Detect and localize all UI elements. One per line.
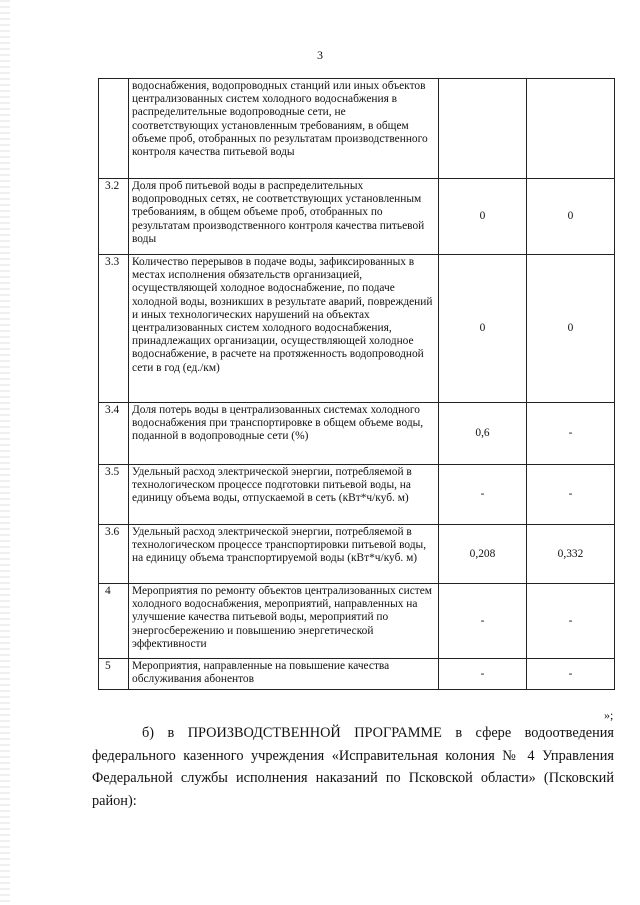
value-col-2: 0 [527, 179, 615, 255]
page-number: 3 [317, 48, 323, 62]
value-col-1 [439, 79, 527, 179]
row-number: 3.4 [99, 403, 129, 465]
value-col-2: - [527, 465, 615, 525]
table-row [99, 179, 615, 255]
table-row [99, 525, 615, 584]
value-col-1: 0,6 [439, 403, 527, 465]
value-col-1: - [439, 465, 527, 525]
scan-edge-artifact [0, 0, 10, 905]
row-number: 3.3 [99, 255, 129, 403]
value-col-1: 0,208 [439, 525, 527, 584]
indicator-text: водоснабжения, водопроводных станций или иных объектов централизованных систем холодного водоснабжения в распределительные водопроводные сети, не соответствующих установленным требованиям, в общем объеме проб, отобранных по результатам производственного контроля качества питьевой воды [129, 79, 439, 179]
value-col-1: - [439, 584, 527, 659]
value-col-2 [527, 79, 615, 179]
value-col-1: 0 [439, 179, 527, 255]
table-row [99, 79, 615, 179]
table-row [99, 255, 615, 403]
table-row [99, 403, 615, 465]
value-col-1: - [439, 659, 527, 690]
row-number: 4 [99, 584, 129, 659]
indicator-text: Доля потерь воды в централизованных системах холодного водоснабжения при транспортировке в общем объеме воды, поданной в водопроводные сети (%) [129, 403, 439, 465]
value-col-2: - [527, 584, 615, 659]
row-number: 5 [99, 659, 129, 690]
row-number [99, 79, 129, 179]
value-col-2: 0 [527, 255, 615, 403]
row-number: 3.5 [99, 465, 129, 525]
row-number: 3.6 [99, 525, 129, 584]
indicator-text: Удельный расход электрической энергии, потребляемой в технологическом процессе подготовки питьевой воды, на единицу объема воды, отпускаемой в сеть (кВт*ч/куб. м) [129, 465, 439, 525]
table-row [99, 584, 615, 659]
table-row [99, 465, 615, 525]
indicator-text: Доля проб питьевой воды в распределительных водопроводных сетях, не соответствующих установленным требованиям, в общем объеме проб, отобранных по результатам производственного контроля качества питьевой воды [129, 179, 439, 255]
table-row [99, 659, 615, 690]
value-col-1: 0 [439, 255, 527, 403]
indicator-text: Мероприятия, направленные на повышение качества обслуживания абонентов [129, 659, 439, 690]
value-col-2: 0,332 [527, 525, 615, 584]
indicator-text: Мероприятия по ремонту объектов централизованных систем холодного водоснабжения, мероприятий, направленных на улучшение качества питьевой воды, мероприятий по энергосбережению и повышению энергетической эффективности [129, 584, 439, 659]
closing-quote-mark: »; [604, 708, 614, 722]
indicator-text: Количество перерывов в подаче воды, зафиксированных в местах исполнения обязательств организацией, осуществляющей холодное водоснабжение, по подаче холодной воды, возникших в результате аварий, повреждений и иных технологических нарушений на объектах централизованных систем холодного водоснабжения, принадлежащих организации, осуществляющей холодное водоснабжение, в расчете на протяженность водопроводной сети в год (ед./км) [129, 255, 439, 403]
row-number: 3.2 [99, 179, 129, 255]
body-paragraph: б) в ПРОИЗВОДСТВЕННОЙ ПРОГРАММЕ в сфере водоотведения федерального казенного учреждения «Исправительная колония № 4 Управления Федеральной службы исполнения наказаний по Псковской области» (Псковский район): [92, 725, 614, 809]
indicators-table [98, 78, 615, 690]
value-col-2: - [527, 403, 615, 465]
value-col-2: - [527, 659, 615, 690]
indicator-text: Удельный расход электрической энергии, потребляемой в технологическом процессе транспортировки питьевой воды, на единицу объема транспортируемой воды (кВт*ч/куб. м) [129, 525, 439, 584]
